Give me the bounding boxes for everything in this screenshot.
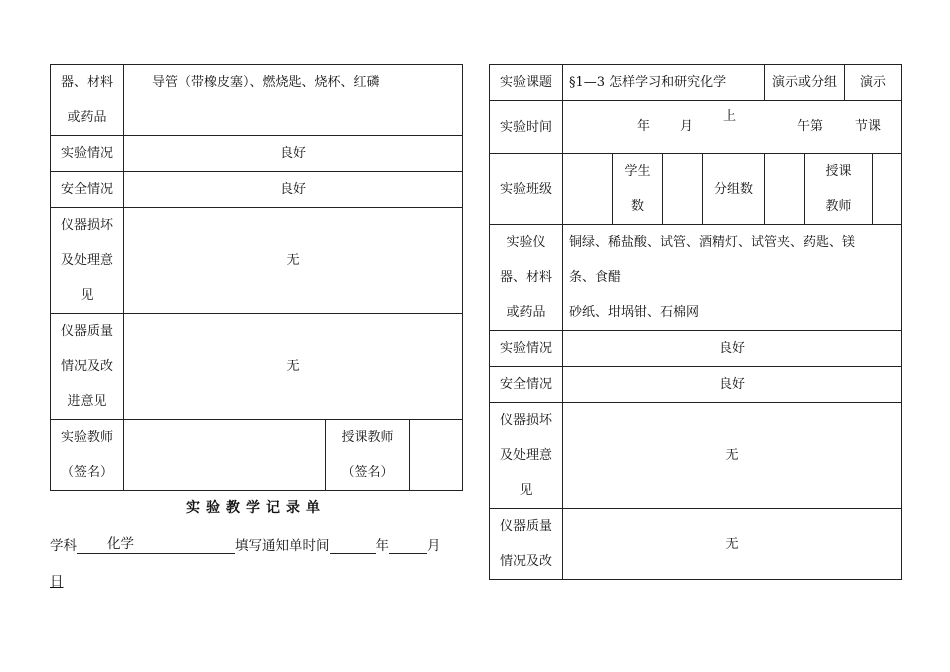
quality-label [490, 509, 563, 580]
safety-label: 安全情况 [490, 367, 563, 403]
situation-label: 实验情况 [51, 136, 124, 172]
damage-label [490, 403, 563, 509]
equip-label-line: 或药品 [506, 305, 546, 320]
form-line [50, 534, 470, 554]
left-record-table [50, 64, 463, 491]
teacher-value[interactable] [873, 154, 902, 225]
teach-teacher-line: 授课教师 [341, 430, 394, 445]
equip-label-line: 器、材料 [499, 270, 552, 285]
groups-label: 分组数 [703, 154, 765, 225]
equip-label [490, 225, 563, 331]
situation-value: 良好 [563, 331, 902, 367]
equip-label-line: 实验仪 [506, 235, 546, 250]
class-label: 实验班级 [490, 154, 563, 225]
groups-value[interactable] [765, 154, 805, 225]
subject-label: 学科 [50, 538, 77, 554]
equip-value-line: 铜绿、稀盐酸、试管、酒精灯、试管夹、药匙、镁 [569, 235, 856, 250]
equip-value-line: 条、食醋 [569, 270, 622, 285]
damage-label-line: 及处理意 [60, 253, 113, 268]
notice-year: 年 [375, 538, 389, 554]
notice-month-field[interactable] [389, 553, 427, 554]
equip-label-line: 或药品 [67, 110, 107, 125]
quality-label-line: 进意见 [67, 394, 107, 409]
time-month: 月 [680, 119, 694, 134]
teach-teacher-label [326, 420, 410, 491]
equip-label-line: 器、材料 [60, 75, 113, 90]
teacher-label-line: 授课 [825, 164, 852, 179]
right-record-table [489, 64, 902, 580]
teacher-label-line: 教师 [825, 199, 852, 214]
damage-label-line: 仪器损坏 [60, 218, 113, 233]
subject-value: 化学 [107, 536, 134, 552]
exp-teacher-line: 实验教师 [60, 430, 113, 445]
damage-label-line: 见 [80, 288, 94, 303]
equip-value-line: 砂纸、坩埚钳、石棉网 [569, 305, 700, 320]
time-label: 实验时间 [490, 101, 563, 154]
time-lesson: 节课 [855, 119, 882, 134]
time-value [563, 101, 902, 154]
quality-value: 无 [563, 509, 902, 580]
notice-day: 日 [50, 574, 64, 590]
notice-month: 月 [427, 538, 441, 554]
teacher-label [805, 154, 873, 225]
notice-label: 填写通知单时间 [235, 538, 330, 554]
students-label [613, 154, 663, 225]
exp-teacher-signature[interactable] [124, 420, 326, 491]
quality-label-line: 仪器质量 [60, 324, 113, 339]
damage-label [51, 208, 124, 314]
quality-label-line: 情况及改 [499, 554, 552, 569]
exp-teacher-line: （签名） [60, 465, 113, 480]
teach-teacher-line: （签名） [341, 465, 394, 480]
time-period: 午第 [797, 119, 824, 134]
safety-value: 良好 [563, 367, 902, 403]
equip-label [51, 65, 124, 136]
situation-value: 良好 [124, 136, 463, 172]
mode-value: 演示 [845, 65, 902, 101]
damage-value: 无 [563, 403, 902, 509]
students-value[interactable] [663, 154, 703, 225]
quality-label-line: 仪器质量 [499, 519, 552, 534]
teach-teacher-signature[interactable] [410, 420, 463, 491]
equip-value [563, 225, 902, 331]
students-label-line: 数 [630, 199, 644, 214]
exp-teacher-label [51, 420, 124, 491]
damage-label-line: 见 [519, 483, 533, 498]
topic-value: §1—3 怎样学习和研究化学 [563, 65, 765, 101]
damage-label-line: 及处理意 [499, 448, 552, 463]
damage-label-line: 仪器损坏 [499, 413, 552, 428]
mode-label: 演示或分组 [765, 65, 845, 101]
situation-label: 实验情况 [490, 331, 563, 367]
equip-value: 导管（带橡皮塞）、燃烧匙、烧杯、红磷 [124, 65, 463, 136]
time-year: 年 [637, 119, 651, 134]
notice-year-field[interactable] [330, 553, 376, 554]
safety-label: 安全情况 [51, 172, 124, 208]
safety-value: 良好 [124, 172, 463, 208]
topic-label: 实验课题 [490, 65, 563, 101]
subject-field[interactable] [77, 535, 235, 554]
quality-label [51, 314, 124, 420]
time-am: 上 [723, 109, 737, 124]
students-label-line: 学生 [624, 164, 651, 179]
page-title: 实验教学记录单 [186, 500, 326, 516]
damage-value: 无 [124, 208, 463, 314]
class-value[interactable] [563, 154, 613, 225]
quality-label-line: 情况及改 [60, 359, 113, 374]
quality-value: 无 [124, 314, 463, 420]
